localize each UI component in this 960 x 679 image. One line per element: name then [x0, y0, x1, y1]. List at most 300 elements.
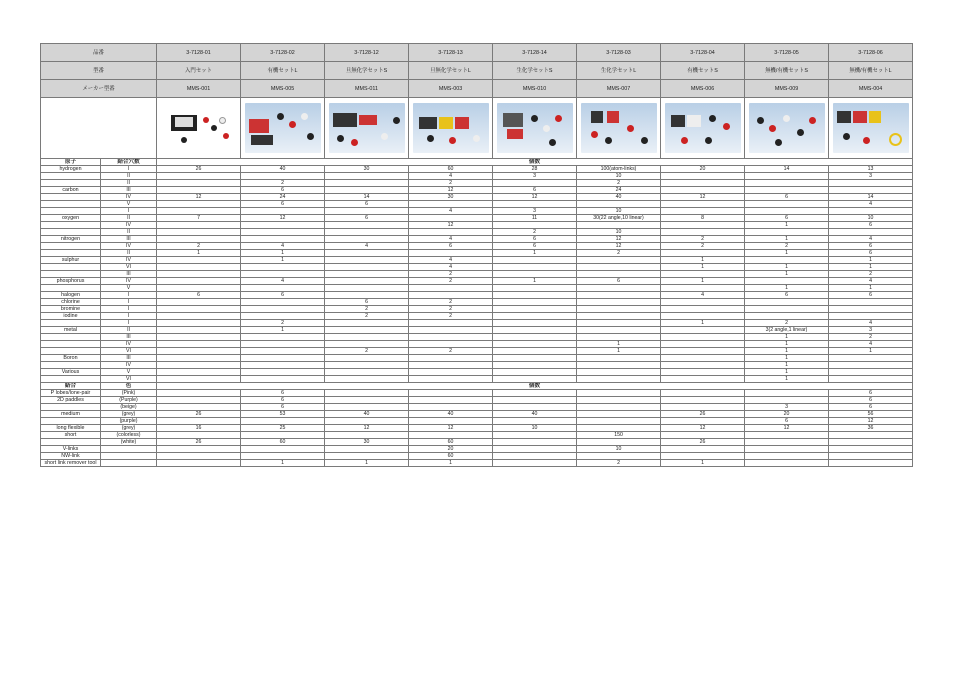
- quantity-cell: [241, 208, 325, 215]
- quantity-cell: [493, 313, 577, 320]
- row-label: P lobes/lone-pair: [41, 390, 101, 397]
- molecule-set-image: [833, 103, 909, 153]
- quantity-cell: 2: [409, 306, 493, 313]
- quantity-cell: [325, 334, 409, 341]
- quantity-cell: [241, 418, 325, 425]
- row-label: [41, 208, 101, 215]
- quantity-cell: [157, 460, 241, 467]
- quantity-cell: [577, 313, 661, 320]
- quantity-cell: [157, 299, 241, 306]
- quantity-cell: 20: [745, 411, 829, 418]
- row-sublabel: (Pink): [101, 390, 157, 397]
- quantity-cell: 40: [493, 411, 577, 418]
- row-label: [41, 334, 101, 341]
- quantity-cell: 2: [577, 460, 661, 467]
- quantity-cell: 2: [157, 243, 241, 250]
- image-row-label: [41, 98, 157, 159]
- header-cell: 旦無化学セットS: [325, 62, 409, 80]
- quantity-cell: [493, 397, 577, 404]
- quantity-cell: [745, 299, 829, 306]
- quantity-cell: [661, 250, 745, 257]
- quantity-cell: [241, 432, 325, 439]
- quantity-cell: [829, 446, 913, 453]
- row-label: short: [41, 432, 101, 439]
- quantity-cell: [409, 418, 493, 425]
- quantity-cell: [157, 327, 241, 334]
- quantity-cell: [661, 341, 745, 348]
- quantity-cell: [409, 376, 493, 383]
- quantity-cell: 30(22 angle,10 linear): [577, 215, 661, 222]
- quantity-cell: [829, 355, 913, 362]
- quantity-cell: [157, 334, 241, 341]
- quantity-cell: [409, 369, 493, 376]
- molecule-set-image: [749, 103, 825, 153]
- quantity-cell: 4: [241, 278, 325, 285]
- quantity-cell: [577, 201, 661, 208]
- quantity-cell: 4: [409, 173, 493, 180]
- quantity-cell: 26: [157, 439, 241, 446]
- header-row: [41, 62, 913, 80]
- quantity-cell: [577, 355, 661, 362]
- quantity-cell: 3: [493, 208, 577, 215]
- quantity-cell: 1: [493, 250, 577, 257]
- quantity-cell: [157, 369, 241, 376]
- quantity-cell: [493, 348, 577, 355]
- quantity-cell: [577, 425, 661, 432]
- row-sublabel: VI: [101, 348, 157, 355]
- quantity-cell: 2: [241, 180, 325, 187]
- data-row: [41, 418, 913, 425]
- quantity-cell: [241, 453, 325, 460]
- data-row: [41, 390, 913, 397]
- section-header-row: [41, 383, 913, 390]
- quantity-cell: [577, 334, 661, 341]
- quantity-cell: 12: [409, 187, 493, 194]
- quantity-cell: 2: [745, 243, 829, 250]
- quantity-cell: [325, 187, 409, 194]
- quantity-cell: [577, 411, 661, 418]
- molecule-set-image: [497, 103, 573, 153]
- quantity-cell: [157, 236, 241, 243]
- quantity-cell: 1: [745, 376, 829, 383]
- row-label: [41, 250, 101, 257]
- quantity-cell: [409, 201, 493, 208]
- quantity-cell: [325, 229, 409, 236]
- quantity-cell: [493, 306, 577, 313]
- row-label: [41, 264, 101, 271]
- quantity-cell: 1: [661, 264, 745, 271]
- quantity-cell: [661, 327, 745, 334]
- row-label: nitrogen: [41, 236, 101, 243]
- quantity-cell: 4: [241, 243, 325, 250]
- header-row: [41, 44, 913, 62]
- quantity-cell: [157, 404, 241, 411]
- data-row: [41, 222, 913, 229]
- quantity-cell: [409, 355, 493, 362]
- header-cell: 有機セットL: [241, 62, 325, 80]
- quantity-cell: [745, 306, 829, 313]
- quantity-cell: [493, 201, 577, 208]
- row-label: phosphorus: [41, 278, 101, 285]
- quantity-cell: 2: [241, 320, 325, 327]
- row-sublabel: III: [101, 187, 157, 194]
- row-label: iodine: [41, 313, 101, 320]
- quantity-cell: [325, 173, 409, 180]
- data-row: [41, 425, 913, 432]
- quantity-cell: [325, 404, 409, 411]
- row-sublabel: (colorless): [101, 432, 157, 439]
- data-row: [41, 348, 913, 355]
- quantity-cell: [409, 341, 493, 348]
- quantity-cell: 24: [577, 187, 661, 194]
- row-label: V-links: [41, 446, 101, 453]
- quantity-cell: 1: [157, 250, 241, 257]
- data-row: [41, 271, 913, 278]
- quantity-cell: [661, 348, 745, 355]
- quantity-cell: [745, 439, 829, 446]
- quantity-cell: 1: [241, 257, 325, 264]
- row-sublabel: II: [101, 250, 157, 257]
- quantity-cell: [325, 376, 409, 383]
- quantity-cell: 2: [577, 180, 661, 187]
- quantity-cell: [745, 257, 829, 264]
- data-row: [41, 215, 913, 222]
- quantity-cell: [661, 201, 745, 208]
- quantity-cell: 1: [829, 257, 913, 264]
- data-row: [41, 250, 913, 257]
- quantity-cell: 4: [829, 320, 913, 327]
- section-col2-label: 結合穴数: [101, 159, 157, 166]
- quantity-cell: 12: [157, 194, 241, 201]
- quantity-cell: [325, 397, 409, 404]
- quantity-cell: 8: [661, 215, 745, 222]
- quantity-cell: 12: [241, 215, 325, 222]
- quantity-cell: 1: [325, 460, 409, 467]
- quantity-cell: [493, 439, 577, 446]
- quantity-cell: 2: [829, 271, 913, 278]
- quantity-cell: [157, 453, 241, 460]
- quantity-cell: [325, 453, 409, 460]
- quantity-cell: [325, 257, 409, 264]
- quantity-cell: [157, 285, 241, 292]
- quantity-cell: 24: [241, 194, 325, 201]
- quantity-cell: 6: [829, 222, 913, 229]
- quantity-cell: [745, 187, 829, 194]
- quantity-cell: [661, 404, 745, 411]
- quantity-cell: 20: [661, 166, 745, 173]
- quantity-cell: 56: [829, 411, 913, 418]
- quantity-cell: 12: [745, 425, 829, 432]
- data-row: [41, 355, 913, 362]
- quantity-cell: 1: [661, 278, 745, 285]
- quantity-cell: [157, 341, 241, 348]
- row-label: metal: [41, 327, 101, 334]
- quantity-cell: [577, 369, 661, 376]
- row-label: 2D paddles: [41, 397, 101, 404]
- quantity-cell: [745, 453, 829, 460]
- quantity-cell: [241, 236, 325, 243]
- quantity-cell: [325, 432, 409, 439]
- product-image-2: [241, 98, 325, 159]
- quantity-cell: 2: [661, 243, 745, 250]
- quantity-cell: [661, 376, 745, 383]
- quantity-cell: 2: [745, 320, 829, 327]
- row-sublabel: II: [101, 215, 157, 222]
- data-row: [41, 243, 913, 250]
- quantity-cell: [325, 369, 409, 376]
- quantity-cell: [409, 404, 493, 411]
- data-row: [41, 180, 913, 187]
- quantity-cell: 4: [829, 278, 913, 285]
- row-label: [41, 418, 101, 425]
- row-label: sulphur: [41, 257, 101, 264]
- quantity-cell: [241, 341, 325, 348]
- quantity-cell: 6: [409, 243, 493, 250]
- quantity-cell: [325, 341, 409, 348]
- quantity-cell: 6: [241, 292, 325, 299]
- quantity-cell: [661, 418, 745, 425]
- data-row: [41, 369, 913, 376]
- quantity-cell: [577, 439, 661, 446]
- quantity-cell: 30: [325, 439, 409, 446]
- quantity-cell: 12: [577, 236, 661, 243]
- quantity-cell: [661, 432, 745, 439]
- header-cell: MMS-001: [157, 80, 241, 98]
- quantity-cell: [157, 208, 241, 215]
- quantity-cell: [577, 264, 661, 271]
- quantity-cell: [241, 173, 325, 180]
- quantity-cell: 14: [325, 194, 409, 201]
- molecule-set-image: [665, 103, 741, 153]
- quantity-cell: [577, 306, 661, 313]
- quantity-cell: 6: [493, 187, 577, 194]
- quantity-cell: 3: [493, 173, 577, 180]
- quantity-cell: 40: [409, 411, 493, 418]
- quantity-cell: [493, 404, 577, 411]
- quantity-cell: 6: [325, 215, 409, 222]
- quantity-cell: [661, 208, 745, 215]
- quantity-cell: [493, 271, 577, 278]
- quantity-cell: [325, 390, 409, 397]
- quantity-cell: 6: [829, 292, 913, 299]
- quantity-cell: 6: [241, 187, 325, 194]
- header-cell: 3-7128-14: [493, 44, 577, 62]
- row-sublabel: (grey): [101, 425, 157, 432]
- quantity-cell: 1: [745, 285, 829, 292]
- product-image-8: [745, 98, 829, 159]
- quantity-cell: [577, 390, 661, 397]
- quantity-cell: 2: [493, 229, 577, 236]
- quantity-cell: 40: [325, 411, 409, 418]
- quantity-cell: [493, 362, 577, 369]
- row-label: short link remover tool: [41, 460, 101, 467]
- quantity-cell: [493, 327, 577, 334]
- quantity-cell: 60: [409, 439, 493, 446]
- quantity-cell: [829, 453, 913, 460]
- quantity-cell: [241, 376, 325, 383]
- quantity-cell: 1: [745, 250, 829, 257]
- quantity-cell: [325, 362, 409, 369]
- header-cell: MMS-005: [241, 80, 325, 98]
- data-row: [41, 208, 913, 215]
- quantity-cell: 12: [577, 243, 661, 250]
- quantity-cell: [745, 446, 829, 453]
- row-label: long flexible: [41, 425, 101, 432]
- quantity-cell: 1: [493, 278, 577, 285]
- quantity-cell: [409, 285, 493, 292]
- quantity-cell: 2: [409, 278, 493, 285]
- quantity-cell: [829, 313, 913, 320]
- quantity-cell: 14: [745, 166, 829, 173]
- data-row: [41, 173, 913, 180]
- row-label: [41, 341, 101, 348]
- row-sublabel: III: [101, 334, 157, 341]
- quantity-cell: 1: [745, 369, 829, 376]
- data-row: [41, 257, 913, 264]
- row-label: [41, 320, 101, 327]
- section-quantity-label: 個数: [157, 159, 913, 166]
- quantity-cell: [325, 320, 409, 327]
- quantity-cell: [829, 229, 913, 236]
- section-col2-label: 色: [101, 383, 157, 390]
- quantity-cell: [829, 362, 913, 369]
- quantity-cell: 1: [745, 341, 829, 348]
- quantity-cell: 2: [409, 180, 493, 187]
- quantity-cell: 26: [661, 411, 745, 418]
- row-sublabel: I: [101, 208, 157, 215]
- data-row: [41, 299, 913, 306]
- header-cell: 3-7128-05: [745, 44, 829, 62]
- quantity-cell: [493, 222, 577, 229]
- quantity-cell: [829, 432, 913, 439]
- quantity-cell: [577, 320, 661, 327]
- row-sublabel: (purple): [101, 418, 157, 425]
- header-cell: MMS-003: [409, 80, 493, 98]
- quantity-cell: 30: [409, 194, 493, 201]
- quantity-cell: [661, 229, 745, 236]
- quantity-cell: [661, 390, 745, 397]
- quantity-cell: 30: [325, 166, 409, 173]
- quantity-cell: [493, 390, 577, 397]
- data-row: [41, 236, 913, 243]
- quantity-cell: 6: [325, 201, 409, 208]
- quantity-cell: 10: [577, 208, 661, 215]
- data-row: [41, 376, 913, 383]
- quantity-cell: 4: [829, 236, 913, 243]
- quantity-cell: 6: [745, 215, 829, 222]
- quantity-cell: [325, 285, 409, 292]
- molecule-set-image: [329, 103, 405, 153]
- row-label: [41, 222, 101, 229]
- quantity-cell: 1: [745, 355, 829, 362]
- row-label: [41, 439, 101, 446]
- quantity-cell: 10: [577, 173, 661, 180]
- header-row-label: 品番: [41, 44, 157, 62]
- row-label: halogen: [41, 292, 101, 299]
- product-image-row: [41, 98, 913, 159]
- quantity-cell: 6: [241, 201, 325, 208]
- header-cell: 3-7128-03: [577, 44, 661, 62]
- row-sublabel: (Purple): [101, 397, 157, 404]
- quantity-cell: [241, 299, 325, 306]
- quantity-cell: [157, 229, 241, 236]
- row-label: bromine: [41, 306, 101, 313]
- quantity-cell: [493, 355, 577, 362]
- row-sublabel: [101, 446, 157, 453]
- quantity-cell: 2: [325, 306, 409, 313]
- quantity-cell: 150: [577, 432, 661, 439]
- section-header-row: [41, 159, 913, 166]
- row-sublabel: V: [101, 369, 157, 376]
- quantity-cell: [493, 341, 577, 348]
- quantity-cell: [241, 355, 325, 362]
- quantity-cell: 60: [241, 439, 325, 446]
- row-sublabel: II: [101, 180, 157, 187]
- quantity-cell: 6: [829, 243, 913, 250]
- molecule-set-image: [161, 103, 237, 153]
- quantity-cell: [241, 313, 325, 320]
- quantity-cell: [493, 334, 577, 341]
- quantity-cell: [661, 306, 745, 313]
- quantity-cell: 12: [661, 425, 745, 432]
- header-row: [41, 80, 913, 98]
- molecule-set-image: [581, 103, 657, 153]
- quantity-cell: 20: [409, 446, 493, 453]
- quantity-cell: [157, 432, 241, 439]
- row-label: Boron: [41, 355, 101, 362]
- section-col1-label: 結合: [41, 383, 101, 390]
- quantity-cell: 26: [157, 411, 241, 418]
- quantity-cell: 1: [745, 222, 829, 229]
- quantity-cell: 16: [157, 425, 241, 432]
- quantity-cell: [409, 334, 493, 341]
- quantity-cell: [409, 390, 493, 397]
- product-image-1: [157, 98, 241, 159]
- quantity-cell: [157, 278, 241, 285]
- data-row: [41, 460, 913, 467]
- quantity-cell: 2: [409, 348, 493, 355]
- quantity-cell: 53: [241, 411, 325, 418]
- header-cell: 3-7128-04: [661, 44, 745, 62]
- section-quantity-label: 個数: [157, 383, 913, 390]
- quantity-cell: [745, 432, 829, 439]
- header-cell: 生化学セットL: [577, 62, 661, 80]
- data-row: [41, 432, 913, 439]
- quantity-cell: 1: [745, 271, 829, 278]
- quantity-cell: 2: [661, 236, 745, 243]
- quantity-cell: 4: [325, 243, 409, 250]
- row-label: [41, 229, 101, 236]
- quantity-cell: 1: [745, 348, 829, 355]
- quantity-cell: [157, 264, 241, 271]
- row-sublabel: II: [101, 173, 157, 180]
- row-label: [41, 362, 101, 369]
- row-sublabel: I: [101, 292, 157, 299]
- quantity-cell: [577, 271, 661, 278]
- row-sublabel: IV: [101, 362, 157, 369]
- quantity-cell: [241, 285, 325, 292]
- quantity-cell: [493, 180, 577, 187]
- quantity-cell: [409, 362, 493, 369]
- row-label: [41, 194, 101, 201]
- product-image-9: [829, 98, 913, 159]
- quantity-cell: 2: [829, 334, 913, 341]
- quantity-cell: [241, 271, 325, 278]
- quantity-cell: 1: [745, 362, 829, 369]
- row-sublabel: V: [101, 201, 157, 208]
- quantity-cell: 1: [745, 264, 829, 271]
- quantity-cell: [325, 250, 409, 257]
